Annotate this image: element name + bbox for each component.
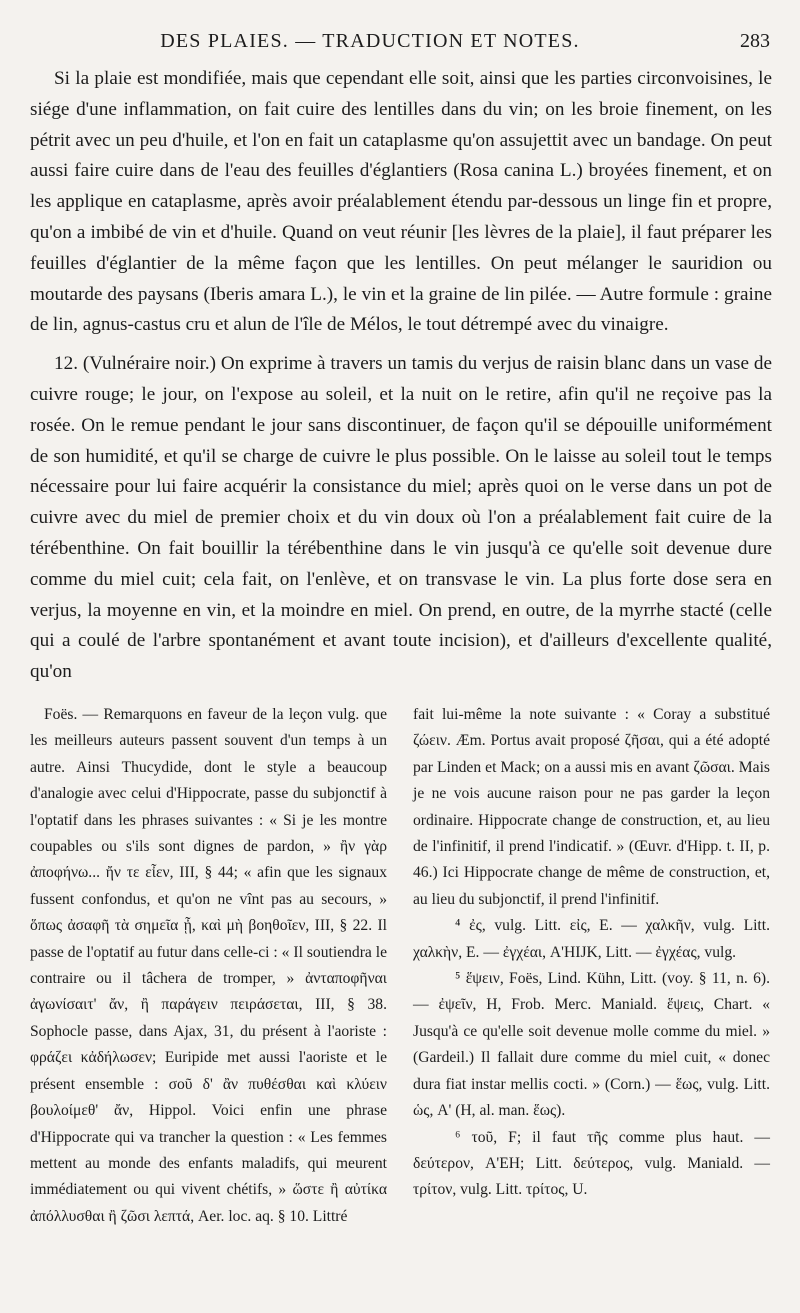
footnote-5: ⁵ ἕψειν, Foës, Lind. Kühn, Litt. (voy. § 11, n. 6). — ἐψεῖν, H, Frob. Merc. Maniald. ἕψεις, Chart. « Jusqu'à ce qu'elle soit devenue molle comme du miel. » (Gardeil.) Il fallait dure comme du miel cuit, « donec dura fiat instar mellis cocti. » (Corn.) — ἕως, vulg. Litt. ὡς, A' (H, al. man. ἕως). (413, 970, 770, 1120)
footnotes-right-column (413, 702, 770, 1230)
page-number: 283 (740, 30, 770, 52)
main-paragraph: 12. (Vulnéraire noir.) On exprime à travers un tamis du verjus de raisin blanc dans un vase de cuivre rouge; le jour, on l'expose au soleil, et la nuit on le retire, afin qu'il ne reçoive pas la rosée. On le remue pendant le jour sans discontinuer, de façon qu'il se dépouille uniformément de son humidité, et qu'il se charge de cuivre le plus possible. On le laisse au soleil tout le temps nécessaire pour lui faire acquérir la consistance du miel; après quoi on le verse dans un pot de cuivre avec du miel de premier choix et du vin doux où l'on a préalablement fait cuire de la térébenthine. On fait bouillir la térébenthine dans le vin jusqu'à ce qu'elle soit devenue dure comme du miel cuit; cela fait, on l'enlève, et on transvase le vin. La plus forte dose sera en verjus, la moyenne en vin, et la moindre en miel. On prend, en outre, de la myrrhe stacté (celle qui a coulé de l'arbre spontanément et avant toute incision), et d'ailleurs d'excellente qualité, qu'on (30, 353, 772, 683)
footnote-4: ⁴ ἐς, vulg. Litt. εἰς, E. — χαλκῆν, vulg. Litt. χαλκὴν, E. — ἐγχέαι, A'HIJK, Litt. — ἐγχέας, vulg. (413, 917, 770, 961)
footnote-text: fait lui-même la note suivante : « Coray a substitué ζώειν. Æm. Portus avait proposé ζῆσαι, qui a été adopté par Linden et Mack; on a aussi mis en avant ζῶσαι. Mais je ne vois aucune raison pour ne pas garder la leçon ordinaire. Hippocrate change de construction, et, au lieu de l'infinitif, il prend l'indicatif. » (Œuvr. d'Hipp. t. II, p. 46.) Ici Hippocrate change de même de construction, et, au lieu du subjonctif, il prend l'infinitif. (413, 706, 770, 908)
footnotes (30, 702, 770, 1230)
main-paragraph: Si la plaie est mondifiée, mais que cependant elle soit, ainsi que les parties circonvoisines, le siége d'une inflammation, on fait cuire des lentilles dans du vin; on les broie finement, on les pétrit avec un peu d'huile, et l'on en fait un cataplasme qu'on assujettit avec un bandage. On peut aussi faire cuire dans de l'eau des feuilles d'églantiers (Rosa canina L.) broyées finement, et on les applique en cataplasme, après avoir préalablement étendu par-dessous un linge fin et propre, qu'on a imbibé de vin et d'huile. Quand on veut réunir [les lèvres de la plaie], il faut préparer les feuilles d'églantier de la même façon que les lentilles. On peut mélanger le sauridion ou moutarde des paysans (Iberis amara L.), le vin et la graine de lin pilée. — Autre formule : graine de lin, agnus-castus cru et alun de l'île de Mélos, le tout détrempé avec du vinaigre. (30, 68, 772, 336)
footnote-6: ⁶ τοῦ, F; il faut τῆς comme plus haut. — δεύτερον, A'EH; Litt. δεύτερος, vulg. Maniald. — τρίτον, vulg. Litt. τρίτος, U. (413, 1128, 770, 1199)
running-head: DES PLAIES. — TRADUCTION ET NOTES. (160, 30, 580, 52)
footnote-text: Foës. — Remarquons en faveur de la leçon vulg. que les meilleurs auteurs passent souvent d'un temps à un autre. Ainsi Thucydide, dont le style a beaucoup d'analogie avec celui d'Hippocrate, passe du subjonctif à l'optatif dans les phrases suivantes : « Si je les montre coupables ou s'ils sont dignes de pardon, » ἢν γὰρ ἀποφήνω... ἤν τε εἶεν, III, § 44; « afin que les signaux fussent confondus, et qu'on ne vînt pas au secours, » ὅπως ἀσαφῆ τὰ σημεῖα ᾖ, καὶ μὴ βοηθοῖεν, III, § 22. Il passe de l'optatif au futur dans celle-ci : « Il soutiendra le contraire ou il tâchera de tromper, » ἀνταποφῆναι ἀγωνίσαιτ' ἄν, ἢ παράγειν πειράσεται, III, § 38. Sophocle passe, dans Ajax, 31, du présent à l'aoriste : φράζει κἀδήλωσεν; Euripide met aussi l'aoriste et le présent ensemble : σοῦ δ' ἂν πυθέσθαι καὶ κλύειν βουλοίμεθ' ἄν, Hippol. Voici enfin une phrase d'Hippocrate qui va trancher la question : « Les femmes mettent au monde des enfants maladifs, qui meurent immédiatement ou qui vivent chétifs, » ὥστε ἢ αὐτίκα ἀπόλλυσθαι ἢ ζῶσι λεπτά, Aer. loc. aq. § 10. Littré (30, 706, 387, 1225)
page-header (30, 30, 770, 60)
main-text (30, 64, 772, 688)
footnotes-left-column (30, 702, 387, 1230)
